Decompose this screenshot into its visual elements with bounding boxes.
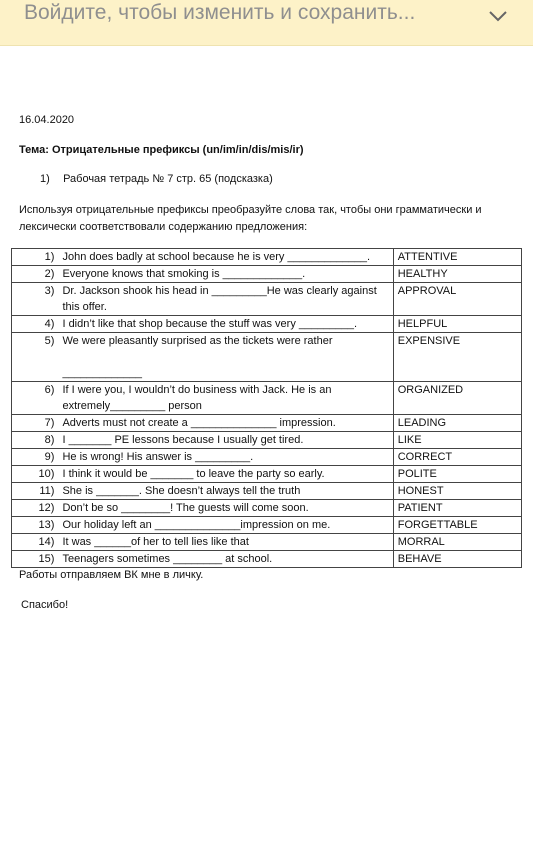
table-row bbox=[12, 266, 522, 283]
exercise-number: 8) bbox=[12, 432, 59, 449]
table-row bbox=[12, 500, 522, 517]
exercise-sentence bbox=[58, 415, 393, 432]
exercise-sentence bbox=[58, 517, 393, 534]
document-date: 16.04.2020 bbox=[19, 114, 75, 126]
base-word: APPROVAL bbox=[393, 283, 521, 316]
exercise-sentence bbox=[58, 534, 393, 551]
exercise-sentence bbox=[58, 551, 393, 568]
workbook-reference bbox=[40, 173, 273, 185]
thanks-note: Спасибо! bbox=[21, 599, 69, 611]
exercise-sentence bbox=[58, 316, 393, 333]
table-row bbox=[12, 483, 522, 500]
base-word: CORRECT bbox=[393, 449, 521, 466]
base-word: HONEST bbox=[393, 483, 521, 500]
sentence-line: I _______ PE lessons because I usually get tired. bbox=[62, 434, 304, 446]
exercise-number: 1) bbox=[12, 249, 59, 266]
base-word: HEALTHY bbox=[393, 266, 521, 283]
list-number: 1) bbox=[40, 173, 50, 185]
sentence-line: Everyone knows that smoking is _____________. bbox=[62, 268, 306, 280]
table-row bbox=[12, 432, 522, 449]
sentence-line: extremely_________ person bbox=[62, 400, 202, 412]
sentence-line: this offer. bbox=[62, 301, 107, 313]
sentence-line: Teenagers sometimes ________ at school. bbox=[62, 553, 273, 565]
exercise-sentence bbox=[58, 382, 393, 415]
base-word: LEADING bbox=[393, 415, 521, 432]
table-row bbox=[12, 517, 522, 534]
chevron-down-icon[interactable] bbox=[486, 6, 510, 26]
exercise-number: 13) bbox=[12, 517, 59, 534]
base-word: BEHAVE bbox=[393, 551, 521, 568]
sentence-line: Don’t be so ________! The guests will come soon. bbox=[62, 502, 309, 514]
base-word: PATIENT bbox=[393, 500, 521, 517]
base-word: ORGANIZED bbox=[393, 382, 521, 415]
exercise-number: 9) bbox=[12, 449, 59, 466]
exercise-number: 11) bbox=[12, 483, 59, 500]
table-row bbox=[12, 449, 522, 466]
base-word: ATTENTIVE bbox=[393, 249, 521, 266]
document-topic: Тема: Отрицательные префиксы (un/im/in/dis/mis/ir) bbox=[19, 144, 304, 156]
sentence-line: We were pleasantly surprised as the tickets were rather bbox=[62, 335, 333, 347]
exercise-sentence bbox=[58, 483, 393, 500]
exercise-sentence bbox=[58, 283, 393, 316]
table-row bbox=[12, 551, 522, 568]
sign-in-banner[interactable] bbox=[0, 0, 533, 46]
exercise-sentence bbox=[58, 249, 393, 266]
exercise-sentence bbox=[58, 466, 393, 483]
sentence-line: Dr. Jackson shook his head in _________He was clearly against bbox=[62, 285, 377, 297]
base-word: POLITE bbox=[393, 466, 521, 483]
base-word: EXPENSIVE bbox=[393, 333, 521, 382]
exercise-number: 12) bbox=[12, 500, 59, 517]
sentence-line: She is _______. She doesn’t always tell the truth bbox=[62, 485, 301, 497]
sentence-line: I think it would be _______ to leave the party so early. bbox=[62, 468, 325, 480]
exercise-number: 10) bbox=[12, 466, 59, 483]
table-row bbox=[12, 415, 522, 432]
instructions: Используя отрицательные префиксы преобразуйте слова так, чтобы они грамматически и лексически соответствовали содержанию предложения: bbox=[19, 204, 482, 233]
exercise-number: 15) bbox=[12, 551, 59, 568]
exercise-sentence bbox=[58, 333, 393, 382]
sentence-line: It was ______of her to tell lies like that bbox=[62, 536, 249, 548]
exercise-number: 2) bbox=[12, 266, 59, 283]
exercise-sentence bbox=[58, 266, 393, 283]
exercise-number: 4) bbox=[12, 316, 59, 333]
table-row bbox=[12, 249, 522, 266]
table-row bbox=[12, 316, 522, 333]
sentence-line: Adverts must not create a ______________ impression. bbox=[62, 417, 336, 429]
exercise-number: 7) bbox=[12, 415, 59, 432]
base-word: LIKE bbox=[393, 432, 521, 449]
submission-note: Работы отправляем ВК мне в личку. bbox=[19, 569, 204, 581]
exercise-number: 14) bbox=[12, 534, 59, 551]
base-word: MORRAL bbox=[393, 534, 521, 551]
sentence-line bbox=[62, 349, 388, 365]
exercise-sentence bbox=[58, 432, 393, 449]
sentence-line: Our holiday left an ______________impression on me. bbox=[62, 519, 331, 531]
sentence-line: John does badly at school because he is very _____________. bbox=[62, 251, 371, 263]
table-row bbox=[12, 283, 522, 316]
exercise-number: 3) bbox=[12, 283, 59, 316]
sentence-line: _____________ bbox=[62, 367, 142, 379]
table-row bbox=[12, 534, 522, 551]
sign-in-prompt[interactable]: Войдите, чтобы изменить и сохранить... bbox=[24, 1, 416, 24]
exercise-number: 6) bbox=[12, 382, 59, 415]
table-row bbox=[12, 466, 522, 483]
exercise-table-body bbox=[12, 249, 522, 568]
table-row bbox=[12, 333, 522, 382]
sentence-line: If I were you, I wouldn’t do business with Jack. He is an bbox=[62, 384, 332, 396]
sentence-line: He is wrong! His answer is _________. bbox=[62, 451, 254, 463]
base-word: FORGETTABLE bbox=[393, 517, 521, 534]
table-row bbox=[12, 382, 522, 415]
list-text: Рабочая тетрадь № 7 стр. 65 (подсказка) bbox=[63, 173, 273, 185]
exercise-number: 5) bbox=[12, 333, 59, 382]
base-word: HELPFUL bbox=[393, 316, 521, 333]
exercise-sentence bbox=[58, 449, 393, 466]
exercise-table bbox=[11, 248, 522, 568]
sentence-line: I didn’t like that shop because the stuff was very _________. bbox=[62, 318, 357, 330]
exercise-sentence bbox=[58, 500, 393, 517]
